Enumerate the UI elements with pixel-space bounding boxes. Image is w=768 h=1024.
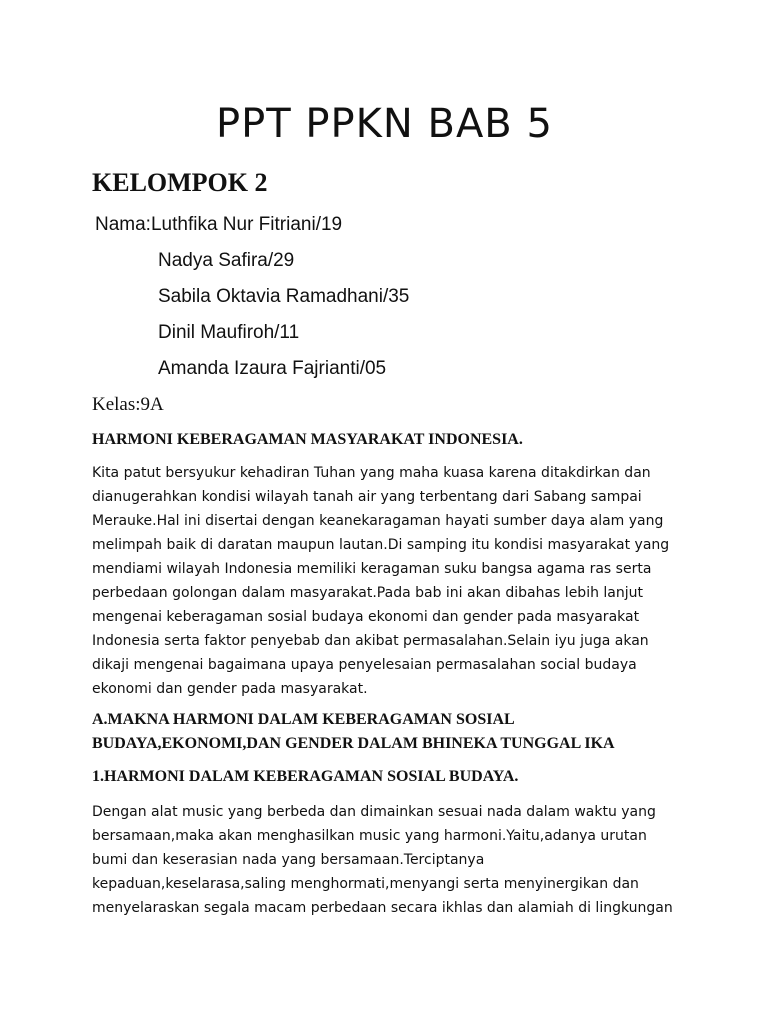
- section-1-paragraph: Dengan alat music yang berbeda dan dimainkan sesuai nada dalam waktu yang bersamaan,maka akan menghasilkan music yang harmoni.Yaitu,adanya urutan bumi dan keserasian nada yang bersamaan.Terciptanya kepaduan,keselarasa,saling menghormati,menyangi serta menyinergikan dan menyelaraskan segala macam perbedaan secara ikhlas dan alamiah di lingkungan: [92, 804, 673, 916]
- member-item: Dinil Maufiroh/11: [158, 322, 300, 343]
- section-1-heading: 1.HARMONI DALAM KEBERAGAMAN SOSIAL BUDAYA.: [92, 768, 519, 785]
- group-label: KELOMPOK 2: [92, 168, 268, 197]
- document-title: PPT PPKN BAB 5: [216, 101, 553, 147]
- member-item: Nadya Safira/29: [158, 250, 295, 271]
- class-label: Kelas:9A: [92, 394, 164, 415]
- main-heading: HARMONI KEBERAGAMAN MASYARAKAT INDONESIA.: [92, 431, 523, 448]
- member-item: Nama:Luthfika Nur Fitriani/19: [95, 214, 343, 235]
- section-a-heading: A.MAKNA HARMONI DALAM KEBERAGAMAN SOSIAL BUDAYA,EKONOMI,DAN GENDER DALAM BHINEKA TUNGGAL IKA: [92, 711, 615, 752]
- member-list: [95, 210, 409, 390]
- intro-paragraph: Kita patut bersyukur kehadiran Tuhan yang maha kuasa karena ditakdirkan dan dianugerahkan kondisi wilayah tanah air yang terbentang dari Sabang sampai Merauke.Hal ini disertai dengan keanekaragaman hayati sumber daya alam yang melimpah baik di daratan maupun lautan.Di samping itu kondisi masyarakat yang mendiami wilayah Indonesia memiliki keragaman suku bangsa agama ras serta perbedaan golongan dalam masyarakat.Pada bab ini akan dibahas lebih lanjut mengenai keberagaman sosial budaya ekonomi dan gender pada masyarakat Indonesia serta faktor penyebab dan akibat permasalahan.Selain iyu juga akan dikaji mengenai bagaimana upaya penyelesaian permasalahan social budaya ekonomi dan gender pada masyarakat.: [92, 465, 670, 697]
- member-item: Sabila Oktavia Ramadhani/35: [158, 286, 410, 307]
- member-item: Amanda Izaura Fajrianti/05: [158, 358, 387, 379]
